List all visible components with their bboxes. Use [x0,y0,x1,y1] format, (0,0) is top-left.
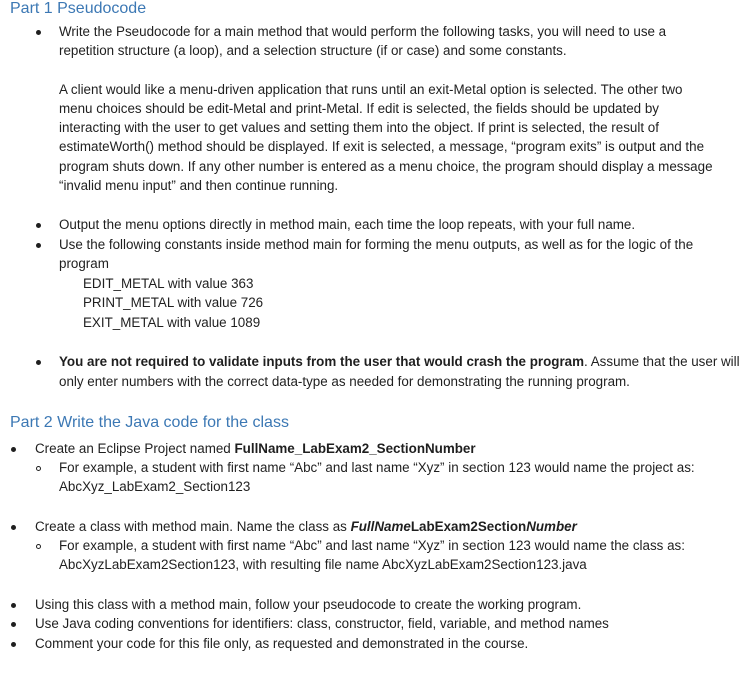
project-line [35,439,476,458]
bullet-icon [36,360,41,365]
project-name: FullName_LabExam2_SectionNumber [234,441,476,456]
desc-line-3: interacting with the user to get values and setting them into the object. If print is selected, the result of [59,120,659,135]
final-bullet-2: Use Java coding conventions for identifiers: class, constructor, field, variable, and method names [35,616,609,631]
bullet-icon [36,243,41,248]
bullet-icon [11,603,16,608]
sub-bullet-icon [36,544,41,549]
class-example-line-1: For example, a student with first name “Abc” and last name “Xyz” in section 123 would name the class as: [59,538,685,553]
bullet-icon [11,447,16,452]
class-line [35,517,577,536]
bullet-icon [36,30,41,35]
validate-rest-text: . Assume that the user will [584,354,740,369]
desc-line-2: menu choices should be edit-Metal and print-Metal. If edit is selected, the fields should be updated by [59,101,659,116]
bullet-icon [36,223,41,228]
project-example-line-1: For example, a student with first name “Abc” and last name “Xyz” in section 123 would name the project as: [59,460,695,475]
constant-edit-metal: EDIT_METAL with value 363 [83,276,254,291]
bullet-icon [11,642,16,647]
desc-line-1: A client would like a menu-driven application that runs until an exit-Metal option is selected. The other two [59,82,683,97]
bullet-icon [11,622,16,627]
bullet-icon [11,525,16,530]
validate-bold-text: You are not required to validate inputs from the user that would crash the program [59,354,585,369]
sub-bullet-icon [36,466,41,471]
part2-heading: Part 2 Write the Java code for the class [10,414,289,431]
validate-line-2: only enter numbers with the correct data-type as needed for demonstrating the running program. [59,374,630,389]
class-name-italic-1: FullName [350,519,411,534]
desc-line-4: estimateWorth() method should be displayed. If exit is selected, a message, “program exits” is output and the [59,139,705,154]
project-prefix: Create an Eclipse Project named [35,441,235,456]
constant-exit-metal: EXIT_METAL with value 1089 [83,315,261,330]
final-bullet-1: Using this class with a method main, follow your pseudocode to create the working program. [35,597,582,612]
class-prefix: Create a class with method main. Name the class as [35,519,351,534]
desc-line-5: program shuts down. If any other number is entered as a menu choice, the program should display a message [59,159,713,174]
project-example-line-2: AbcXyz_LabExam2_Section123 [59,479,251,494]
part1-heading: Part 1 Pseudocode [10,0,147,17]
class-name-italic-2: Number [526,519,577,534]
constants-intro-line-1: Use the following constants inside method main for forming the menu outputs, as well as for the logic of the [59,237,694,252]
intro-line-1: Write the Pseudocode for a main method that would perform the following tasks, you will need to use a [59,24,667,39]
class-name-plain: LabExam2Section [410,519,527,534]
validate-line-1 [59,352,740,371]
intro-line-2: repetition structure (a loop), and a selection structure (if or case) and some constants. [59,43,567,58]
desc-line-6: “invalid menu input” and then continue running. [59,178,339,193]
constant-print-metal: PRINT_METAL with value 726 [83,295,264,310]
constants-intro-line-2: program [59,256,109,271]
class-example-line-2: AbcXyzLabExam2Section123, with resulting file name AbcXyzLabExam2Section123.java [59,557,587,572]
output-menu-text: Output the menu options directly in method main, each time the loop repeats, with your full name. [59,217,636,232]
final-bullet-3: Comment your code for this file only, as requested and demonstrated in the course. [35,636,529,651]
